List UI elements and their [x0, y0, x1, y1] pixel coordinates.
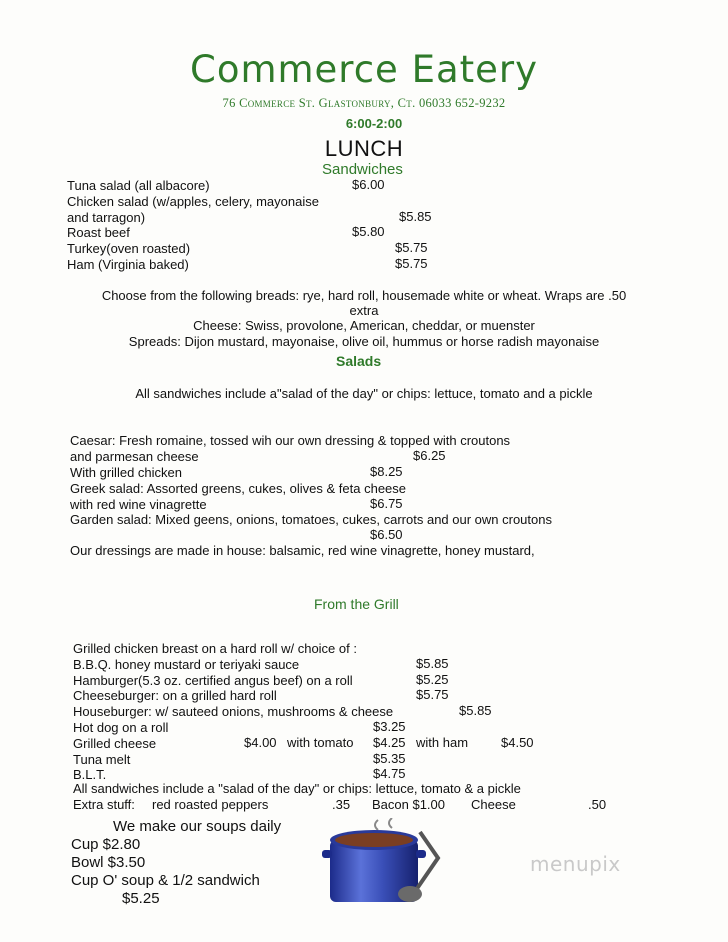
sandwiches-heading: Sandwiches	[322, 161, 403, 178]
grilled-chicken-price: $8.25	[370, 464, 403, 479]
bbq-price: $5.85	[416, 656, 449, 671]
menu-item-name: Ham (Virginia baked)	[67, 257, 189, 272]
caesar-salad: Caesar: Fresh romaine, tossed wih our own dressing & topped with croutons	[70, 433, 511, 448]
menu-title: LUNCH	[324, 136, 404, 161]
extra-stuff-label: Extra stuff:	[73, 797, 135, 812]
caesar-price: $6.25	[413, 448, 446, 463]
menu-item-price: $5.75	[395, 240, 428, 255]
hotdog-item: Hot dog on a roll	[73, 720, 169, 735]
restaurant-name: Commerce Eatery	[189, 48, 539, 91]
grill-heading: From the Grill	[314, 596, 399, 612]
menu-item-name: Roast beef	[67, 225, 130, 240]
greek-salad: Greek salad: Assorted greens, cukes, olives & feta cheese	[70, 481, 407, 496]
soup-cup: Cup $2.80	[71, 836, 141, 853]
breads-note-cont: extra	[349, 303, 379, 318]
breads-note: Choose from the following breads: rye, hard roll, housemade white or wheat. Wraps are .50	[101, 288, 627, 303]
extra-cheese-price: .50	[588, 797, 607, 812]
garden-salad: Garden salad: Mixed geens, onions, tomatoes, cukes, carrots and our own croutons	[70, 512, 552, 527]
with-ham-price: $4.50	[501, 735, 534, 750]
with-ham-option: with ham	[416, 735, 469, 750]
grill-intro: Grilled chicken breast on a hard roll w/ choice of :	[73, 641, 357, 656]
tuna-melt-price: $5.35	[373, 751, 406, 766]
spreads-note: Spreads: Dijon mustard, mayonaise, olive oil, hummus or horse radish mayonaise	[128, 334, 600, 349]
garden-price: $6.50	[370, 527, 403, 542]
grilled-cheese-price: $4.00	[244, 735, 277, 750]
tuna-melt-item: Tuna melt	[73, 752, 131, 767]
grilled-chicken-option: With grilled chicken	[70, 465, 182, 480]
soup-combo: Cup O' soup & 1/2 sandwich	[71, 872, 260, 889]
with-tomato-option: with tomato	[287, 735, 354, 750]
houseburger-price: $5.85	[459, 703, 492, 718]
menupix-watermark: menupix	[530, 852, 621, 876]
hamburger-item: Hamburger(5.3 oz. certified angus beef) on a roll	[73, 673, 353, 688]
houseburger-item: Houseburger: w/ sauteed onions, mushrooms & cheese	[73, 704, 394, 719]
menu-item-price: $6.00	[352, 177, 385, 192]
extra-peppers: red roasted peppers	[152, 797, 269, 812]
greek-price: $6.75	[370, 496, 403, 511]
hamburger-price: $5.25	[416, 672, 449, 687]
soups-heading: We make our soups daily	[113, 818, 282, 835]
soup-bowl: Bowl $3.50	[71, 854, 146, 871]
menu-item-name: Tuna salad (all albacore)	[67, 178, 210, 193]
menu-item-name-cont: and tarragon)	[67, 210, 146, 225]
menu-item-name: Turkey(oven roasted)	[67, 241, 191, 256]
extra-bacon: Bacon $1.00	[372, 797, 446, 812]
menu-item-price: $5.75	[395, 256, 428, 271]
restaurant-address: 76 Commerce St. Glastonbury, Ct. 06033 652-9232	[222, 96, 506, 110]
soup-pot-icon	[320, 818, 450, 908]
grilled-cheese-item: Grilled cheese	[73, 736, 157, 751]
extra-cheese: Cheese	[471, 797, 516, 812]
salads-note: All sandwiches include a"salad of the day" or chips: lettuce, tomato and a pickle	[135, 386, 593, 401]
bbq-item: B.B.Q. honey mustard or teriyaki sauce	[73, 657, 300, 672]
dressings-note: Our dressings are made in house: balsamic, red wine vinagrette, honey mustard,	[70, 543, 535, 558]
cheeseburger-price: $5.75	[416, 687, 449, 702]
menu-item-price: $5.80	[352, 224, 385, 239]
greek-salad-cont: with red wine vinagrette	[70, 497, 207, 512]
hotdog-price: $3.25	[373, 719, 406, 734]
menu-item-price: $5.85	[399, 209, 432, 224]
grill-note: All sandwiches include a "salad of the day" or chips: lettuce, tomato & a pickle	[73, 781, 521, 796]
blt-item: B.L.T.	[73, 767, 107, 782]
cheese-note: Cheese: Swiss, provolone, American, cheddar, or muenster	[193, 318, 535, 333]
opening-hours: 6:00-2:00	[345, 116, 403, 131]
salads-heading: Salads	[336, 353, 382, 369]
with-tomato-price: $4.25	[373, 735, 406, 750]
blt-price: $4.75	[373, 766, 406, 781]
caesar-salad-cont: and parmesan cheese	[70, 449, 199, 464]
extra-peppers-price: .35	[332, 797, 351, 812]
soup-combo-price: $5.25	[122, 890, 160, 907]
cheeseburger-item: Cheeseburger: on a grilled hard roll	[73, 688, 277, 703]
menu-item-name: Chicken salad (w/apples, celery, mayonaise	[67, 194, 319, 209]
